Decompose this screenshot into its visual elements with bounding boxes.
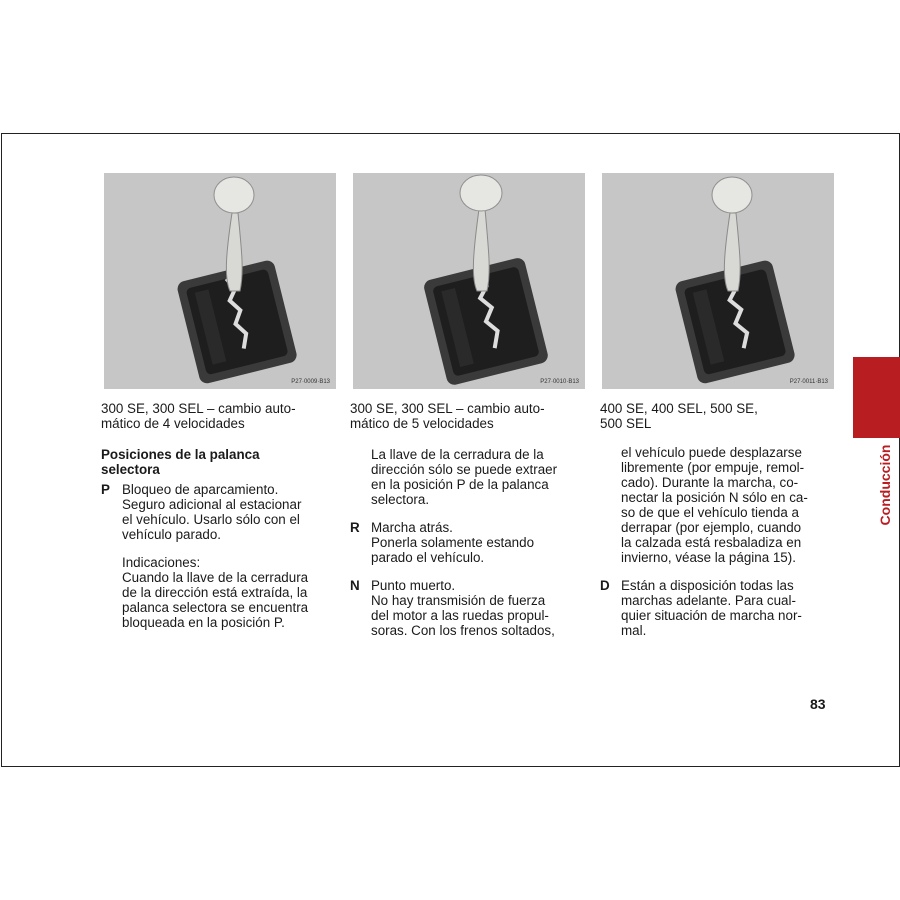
position-r-item: R Marcha atrás. Ponerla solamente estando parado el vehículo. <box>350 520 535 565</box>
gear-selector-photo-3 <box>602 173 834 389</box>
gear-lever-illustration <box>353 173 585 389</box>
position-key: N <box>350 578 360 593</box>
section-heading: 300 SE, 300 SEL – cambio auto- mático de 5 velocidades <box>350 401 545 431</box>
position-key: R <box>350 520 360 535</box>
gear-selector-photo-2 <box>353 173 585 389</box>
subheading: Posiciones de la palanca selectora <box>101 447 260 477</box>
gear-lever-illustration <box>602 173 834 389</box>
page-number: 83 <box>810 696 826 712</box>
intro-paragraph: La llave de la cerradura de la dirección sólo se puede extraer en la posición P de la palanca selectora. <box>371 447 558 507</box>
image-code: P27·0011·B13 <box>789 379 828 385</box>
image-code: P27·0009·B13 <box>291 379 330 385</box>
section-tab <box>853 357 900 438</box>
section-heading: 400 SE, 400 SEL, 500 SE, 500 SEL <box>600 401 758 431</box>
section-tab-label: Conducción <box>877 444 893 526</box>
position-key: P <box>101 482 110 497</box>
continued-paragraph: el vehículo puede desplazarse libremente (por empuje, remol- cado). Durante la marcha, co- nectar la posición N sólo en ca- so de que el vehículo tienda a derrapar (por ejemplo, cuando la calzada está resbaladiza en invierno, véase la página 15). <box>621 445 808 565</box>
position-n-item: N Punto muerto. No hay transmisión de fuerza del motor a las ruedas propul- soras. Con los frenos soltados, <box>350 578 555 638</box>
column-3 <box>600 401 832 638</box>
gear-lever-illustration <box>104 173 336 389</box>
image-code: P27·0010·B13 <box>540 379 579 385</box>
section-heading: 300 SE, 300 SEL – cambio auto- mático de 4 velocidades <box>101 401 296 431</box>
column-2 <box>350 401 582 638</box>
position-d-item: D Están a disposición todas las marchas adelante. Para cual- quier situación de marcha nor- mal. <box>600 578 802 638</box>
position-key: D <box>600 578 610 593</box>
column-1 <box>101 401 333 630</box>
indications-block: Indicaciones: Cuando la llave de la cerradura de la dirección está extraída, la palanca selectora se encuentra bloqueada en la posición P. <box>122 555 309 630</box>
position-p-item: P Bloqueo de aparcamiento. Seguro adicional al estacionar el vehículo. Usarlo sólo con el vehículo parado. <box>101 482 302 542</box>
gear-selector-photo-1 <box>104 173 336 389</box>
